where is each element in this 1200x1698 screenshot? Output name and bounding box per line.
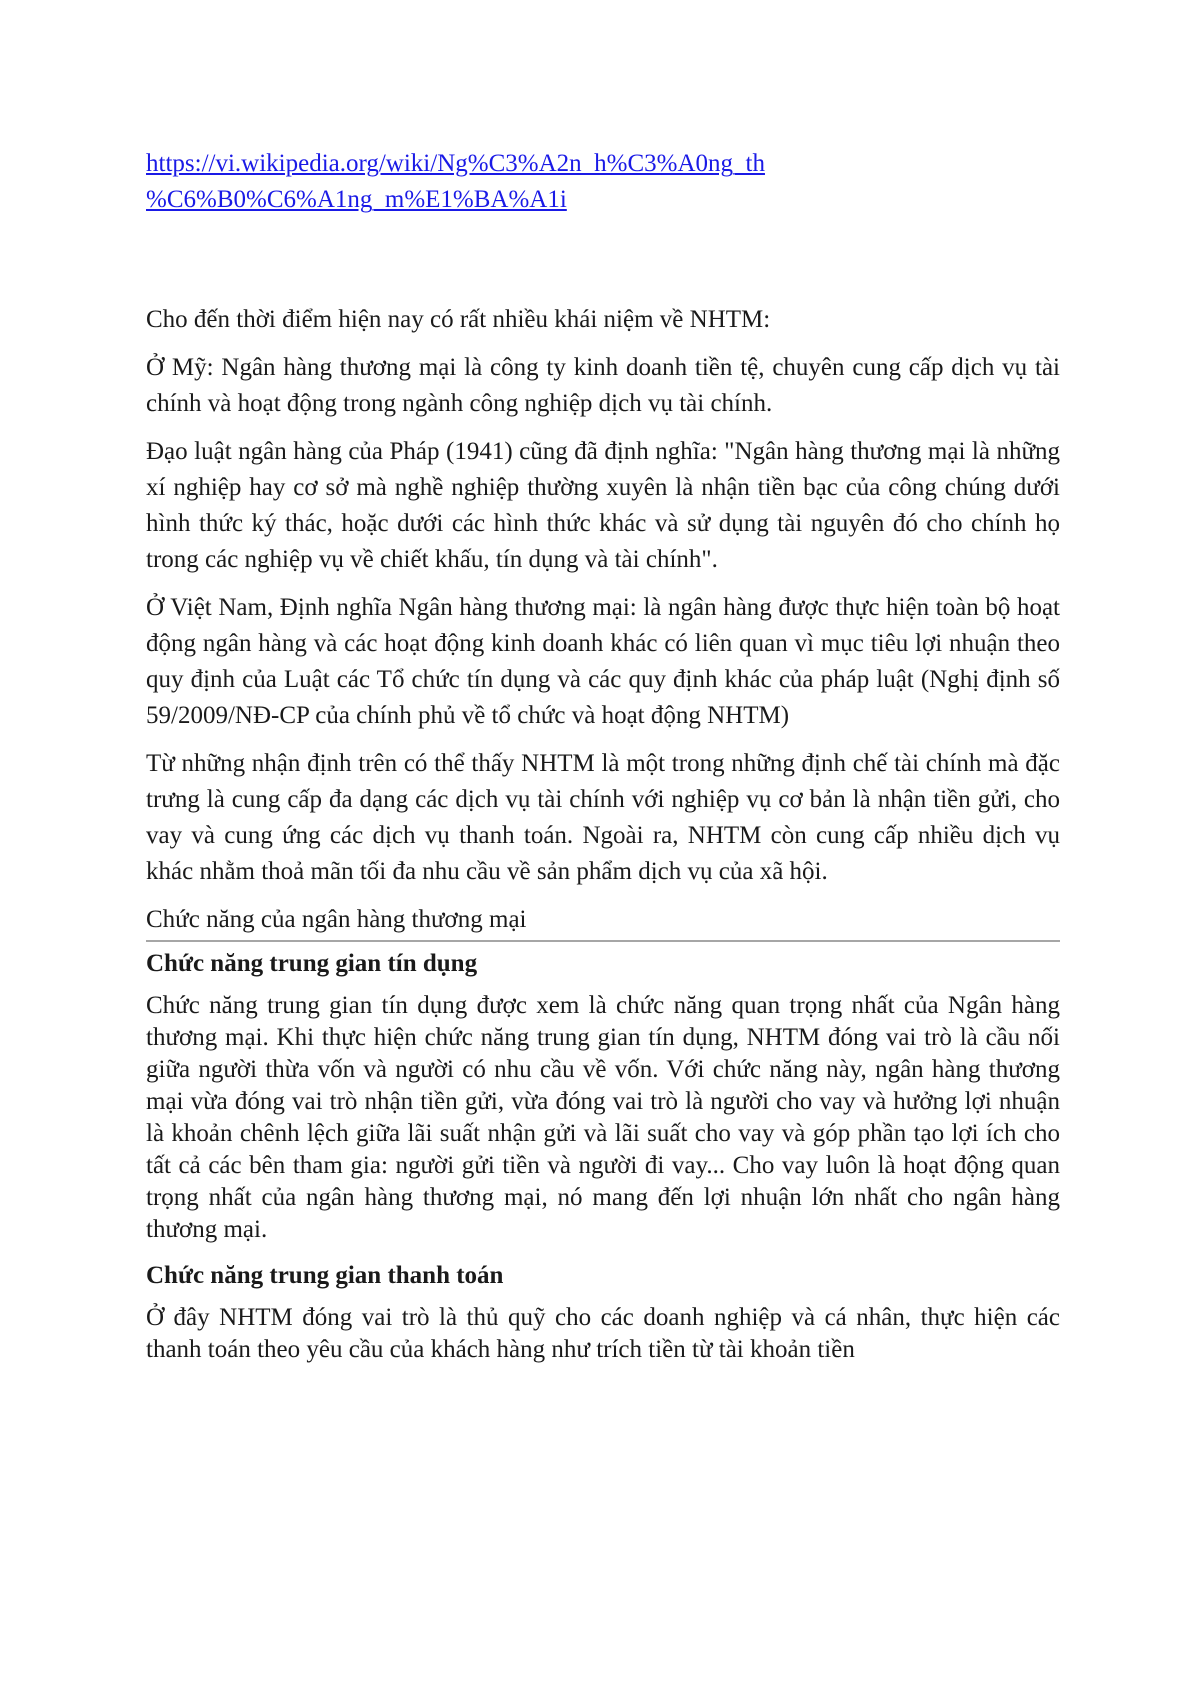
section-heading: Chức năng của ngân hàng thương mại	[146, 902, 1060, 942]
usa-definition-paragraph: Ở Mỹ: Ngân hàng thương mại là công ty kinh doanh tiền tệ, chuyên cung cấp dịch vụ tài chính và hoạt động trong ngành công nghiệp dịch vụ tài chính.	[146, 354, 1060, 417]
credit-intermediary-paragraph: Chức năng trung gian tín dụng được xem là chức năng quan trọng nhất của Ngân hàng thương mại. Khi thực hiện chức năng trung gian tín dụng, NHTM đóng vai trò là cầu nối giữa người thừa vốn và người có nhu cầu về vốn. Với chức năng này, ngân hàng thương mại vừa đóng vai trò nhận tiền gửi, vừa đóng vai trò là người cho vay và hưởng lợi nhuận là khoản chênh lệch giữa lãi suất nhận gửi và lãi suất cho vay và góp phần tạo lợi ích cho tất cả các bên tham gia: người gửi tiền và người đi vay... Cho vay luôn là hoạt động quan trọng nhất của ngân hàng thương mại, nó mang đến lợi nhuận lớn nhất cho ngân hàng thương mại.	[146, 992, 1060, 1243]
payment-intermediary-paragraph: Ở đây NHTM đóng vai trò là thủ quỹ cho các doanh nghiệp và cá nhân, thực hiện các thanh toán theo yêu cầu của khách hàng như trích tiền từ tài khoản tiền	[146, 1304, 1060, 1363]
document-page	[146, 146, 1060, 1378]
link-line-1[interactable]: https://vi.wikipedia.org/wiki/Ng%C3%A2n_h%C3%A0ng_th	[146, 150, 765, 177]
summary-paragraph: Từ những nhận định trên có thể thấy NHTM là một trong những định chế tài chính mà đặc trưng là cung cấp đa dạng các dịch vụ tài chính với nghiệp vụ cơ bản là nhận tiền gửi, cho vay và cung ứng các dịch vụ thanh toán. Ngoài ra, NHTM còn cung cấp nhiều dịch vụ khác nhằm thoả mãn tối đa nhu cầu về sản phẩm dịch vụ của xã hội.	[146, 750, 1060, 885]
subheading-credit-intermediary: Chức năng trung gian tín dụng	[146, 950, 478, 977]
subheading-payment-intermediary: Chức năng trung gian thanh toán	[146, 1262, 504, 1289]
wikipedia-link[interactable]	[146, 146, 866, 218]
link-line-2[interactable]: %C6%B0%C6%A1ng_m%E1%BA%A1i	[146, 186, 567, 213]
intro-paragraph: Cho đến thời điểm hiện nay có rất nhiều khái niệm về NHTM:	[146, 306, 771, 333]
france-definition-paragraph: Đạo luật ngân hàng của Pháp (1941) cũng đã định nghĩa: "Ngân hàng thương mại là những xí nghiệp hay cơ sở mà nghề nghiệp thường xuyên là nhận tiền bạc của công chúng dưới hình thức ký thác, hoặc dưới các hình thức khác và sử dụng tài nguyên đó cho chính họ trong các nghiệp vụ về chiết khấu, tín dụng và tài chính".	[146, 438, 1060, 573]
vietnam-definition-paragraph: Ở Việt Nam, Định nghĩa Ngân hàng thương mại: là ngân hàng được thực hiện toàn bộ hoạt động ngân hàng và các hoạt động kinh doanh khác có liên quan vì mục tiêu lợi nhuận theo quy định của Luật các Tổ chức tín dụng và các quy định khác của pháp luật (Nghị định số 59/2009/NĐ-CP của chính phủ về tổ chức và hoạt động NHTM)	[146, 594, 1060, 729]
